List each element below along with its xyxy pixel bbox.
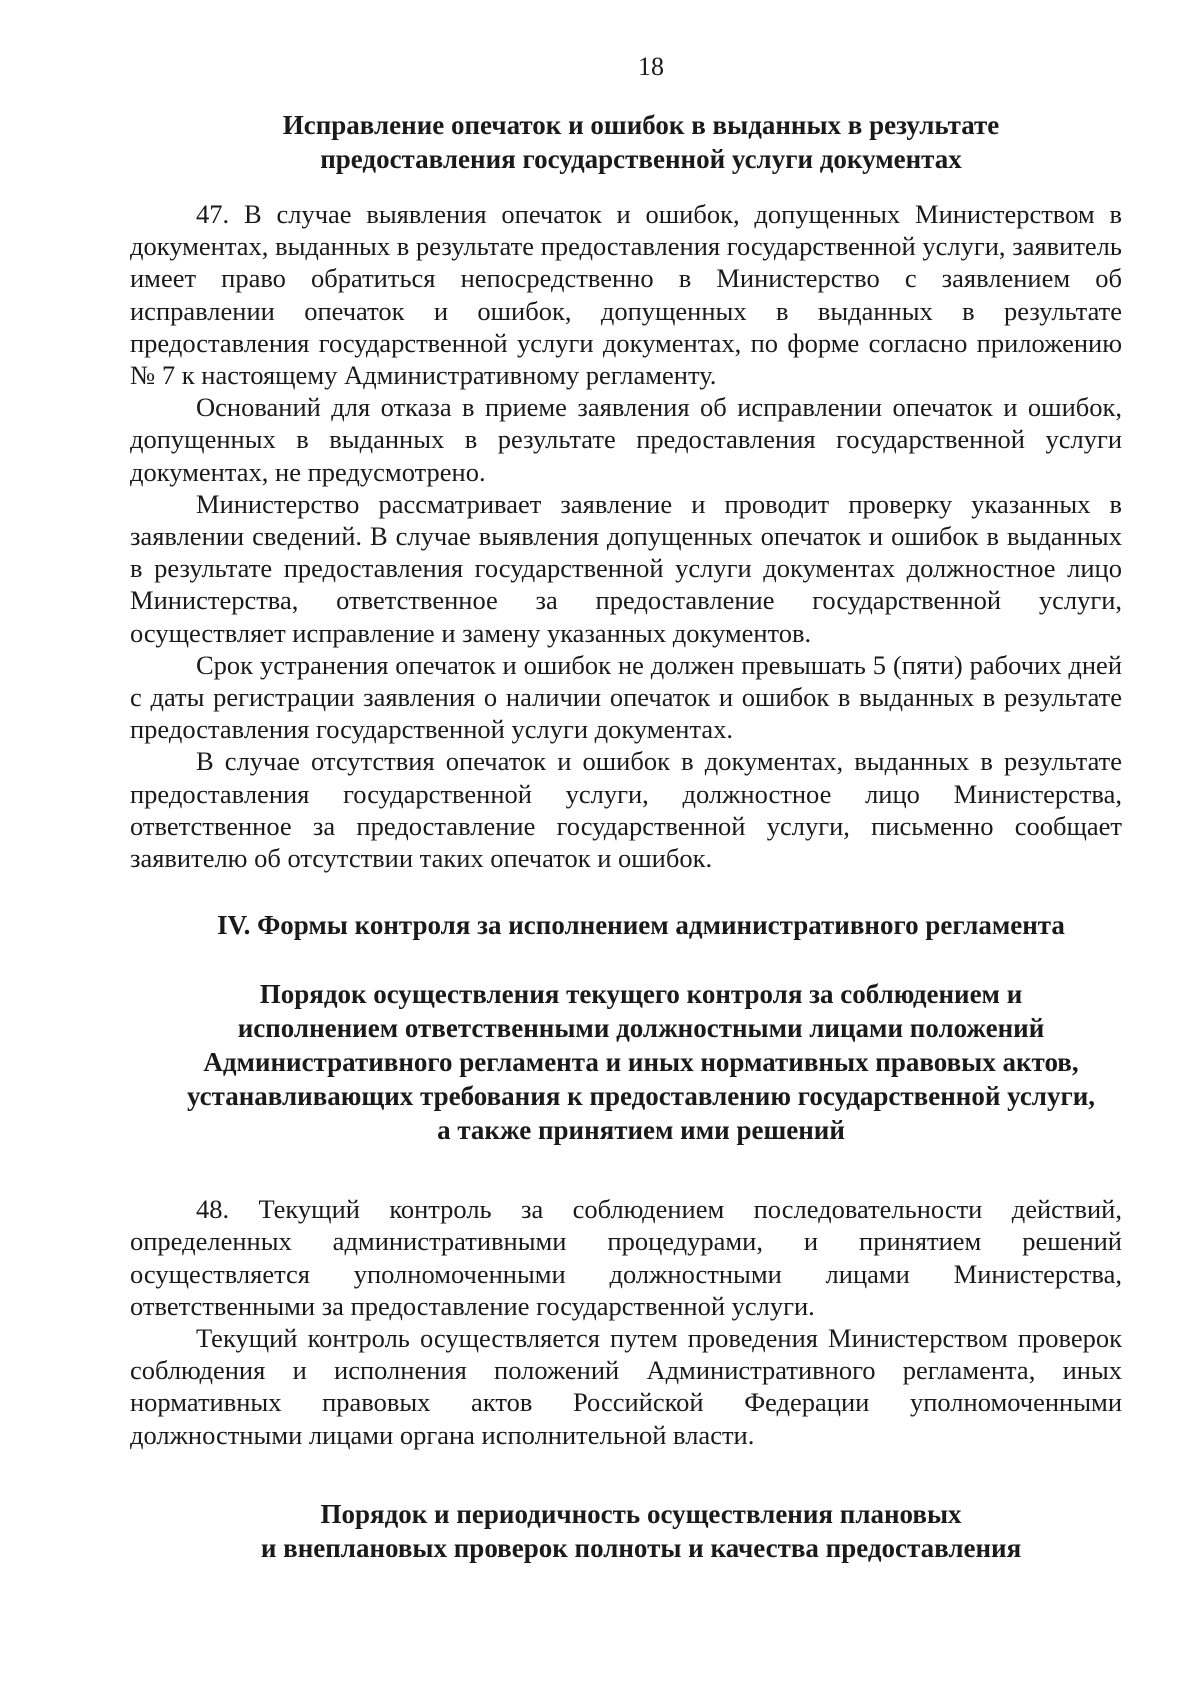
paragraph: В случае отсутствия опечаток и ошибок в документах, выданных в результате предоставления государственной услуги, должностное лицо Министерства, ответственное за предоставление государственной услуги, письменно сообщает заявителю об отсутствии таких опечаток и ошибок. (130, 746, 1122, 874)
heading-inspections (130, 1497, 1122, 1565)
heading-line: Административного регламента и иных нормативных правовых актов, (203, 1047, 1079, 1078)
paragraph-48: 48. Текущий контроль за соблюдением последовательности действий, определенных административными процедурами, и принятием решений осуществляется уполномоченными должностными лицами Министерства, ответственными за предоставление государственной услуги. (130, 1194, 1122, 1321)
heading-line: предоставления государственной услуги документах (320, 144, 962, 174)
paragraph: Срок устранения опечаток и ошибок не должен превышать 5 (пяти) рабочих дней с даты регистрации заявления о наличии опечаток и ошибок в выданных в результате предоставления государственной услуги документах. (130, 649, 1122, 745)
paragraph: Текущий контроль осуществляется путем проведения Министерством проверок соблюдения и исполнения положений Административного регламента, иных нормативных правовых актов Российской Федерации уполномоченными должностными лицами органа исполнительной власти. (130, 1323, 1122, 1450)
heading-corrections (130, 108, 1122, 176)
paragraph: Оснований для отказа в приеме заявления об исправлении опечаток и ошибок, допущенных в выданных в результате предоставления государственной услуги документах, не предусмотрено. (130, 392, 1122, 487)
heading-current-control (130, 977, 1122, 1147)
paragraph-47: 47. В случае выявления опечаток и ошибок, допущенных Министерством в документах, выданных в результате предоставления государственной услуги, заявитель имеет право обратиться непосредственно в Министерство с заявлением об исправлении опечаток и ошибок, допущенных в выданных в результате предоставления государственной услуги документах, по форме согласно приложению № 7 к настоящему Административному регламенту. (130, 199, 1122, 391)
heading-line: Исправление опечаток и ошибок в выданных в результате (282, 110, 1000, 140)
heading-line: исполнением ответственными должностными лицами положений (237, 1013, 1045, 1044)
heading-line: а также принятием ими решений (437, 1115, 845, 1146)
heading-line: устанавливающих требования к предоставлению государственной услуги, (186, 1081, 1096, 1112)
paragraph: Министерство рассматривает заявление и проводит проверку указанных в заявлении сведений. В случае выявления допущенных опечаток и ошибок в выданных в результате предоставления государственной услуги документах должностное лицо Министерства, ответственное за предоставление государственной услуги, осуществляет исправление и замену указанных документов. (130, 488, 1122, 648)
heading-line: и внеплановых проверок полноты и качества предоставления (260, 1532, 1022, 1563)
heading-line: Порядок осуществления текущего контроля за соблюдением и (259, 979, 1023, 1010)
heading-line: Порядок и периодичность осуществления плановых (320, 1498, 962, 1529)
page-number: 18 (638, 52, 664, 81)
section-iv-title: IV. Формы контроля за исполнением административного регламента (217, 910, 1065, 941)
